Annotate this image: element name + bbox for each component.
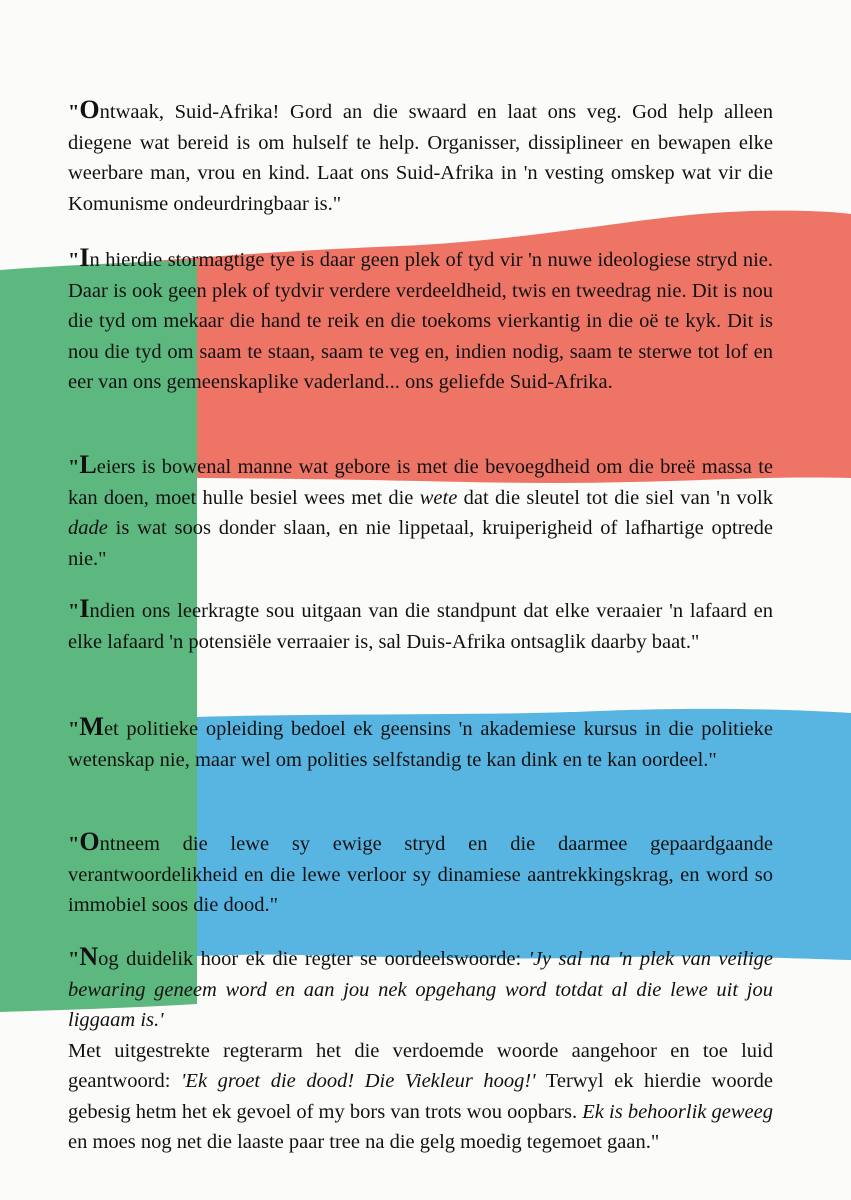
open-quote: " [68,718,80,740]
drop-initial: I [79,243,90,272]
drop-initial: M [79,712,104,741]
quote-text: n hierdie stormagtige tye is daar geen plek of tyd vir 'n nuwe ideologiese stryd nie. Daar is ook geen plek of tydvir verdere verdeeldheid, twis en tweedrag nie. Dit is nou die tyd om mekaar die hand te reik en die toekoms vierkantig in die oë te kyk. Dit is nou die tyd om saam te staan, saam te veg en, indien nodig, saam te sterwe tot lof en eer van ons gemeenskaplike vaderland... ons geliefde Suid-Afrika. [68,249,773,393]
quote-text: ndien ons leerkragte sou uitgaan van die standpunt dat elke veraaier 'n lafaard en elke lafaard 'n potensiële verraaier is, sal Duis-Afrika ontsaglik daarby baat." [68,600,773,653]
drop-initial: O [79,95,100,124]
quote-text: en moes nog net die laaste paar tree na die gelg moedig tegemoet gaan." [68,1131,660,1153]
quote-text: is wat soos donder slaan, en nie lippetaal, kruiperigheid of lafhartige optrede nie." [68,517,773,570]
quote-text: ntneem die lewe sy ewige stryd en die daarmee gepaardgaande verantwoordelikheid en die lewe verloor sy dinamiese aantrekkingskrag, en word so immobiel soos die dood." [68,833,773,916]
drop-initial: N [79,942,99,971]
quote-text: Terwyl ek hierdie woorde gebesig hetm het ek gevoel of my bors van trots wou oopbars. [68,1070,773,1123]
open-quote: " [68,948,80,970]
open-quote: " [68,249,80,271]
quote-text: ntwaak, Suid-Afrika! Gord an die swaard en laat ons veg. God help alleen diegene wat bereid is om hulself te help. Organisser, dissiplineer en bewapen elke weerbare man, vrou en kind. Laat ons Suid-Afrika in 'n vesting omskep wat vir die Komunisme ondeurdringbaar is." [68,101,773,215]
quote-text: eiers is bowenal manne wat gebore is met die bevoegdheid om die breë massa te kan doen, moet hulle besiel wees met die [68,456,773,509]
quote-3 [68,450,773,574]
italic-word: dade [68,517,108,539]
drop-initial: L [79,450,97,479]
quote-text: Met uitgestrekte regterarm het die verdoemde woorde aangehoor en toe luid geantwoord: [68,1039,773,1092]
open-quote: " [68,833,80,855]
open-quote: " [68,456,80,478]
quote-1 [68,95,773,219]
drop-initial: I [79,594,90,623]
quote-7 [68,942,773,1158]
open-quote: " [68,101,80,123]
drop-initial: O [79,827,100,856]
quote-4 [68,594,773,657]
italic-phrase: 'Ek groet die dood! Die Viekleur hoog!' [181,1070,536,1092]
italic-word: wete [419,486,458,509]
quote-continuation [68,1036,773,1158]
quote-6 [68,827,773,921]
open-quote: " [68,600,80,622]
quote-text: et politieke opleiding bedoel ek geensins 'n akademiese kursus in die politieke wetenskap nie, maar wel om polities selfstandig te kan dink en te kan oordeel." [68,718,773,771]
quote-5 [68,712,773,775]
italic-phrase: Ek is behoorlik geweeg [582,1100,773,1123]
verdict-quote: 'Jy sal na 'n plek van veilige bewaring geneem word en aan jou nek opgehang word totdat al die lewe uit jou liggaam is.' [68,948,774,1031]
quote-2 [68,243,773,398]
quote-text: dat die sleutel tot die siel van 'n volk [457,486,773,509]
quote-text: og duidelik hoor ek die regter se oordeelswoorde: [98,948,529,970]
